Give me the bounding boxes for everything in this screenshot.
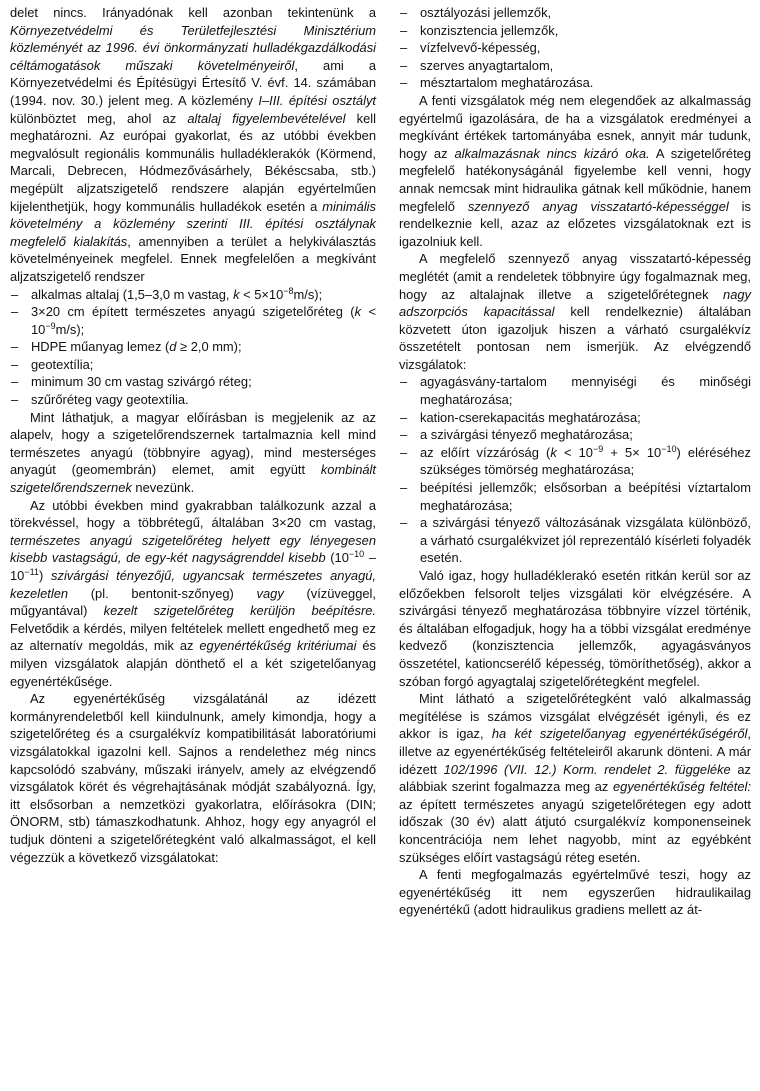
superscript-exponent: −10 xyxy=(348,549,365,560)
italic-text: kezelt szigetelőréteg kerüljön beépítésre. xyxy=(103,603,376,619)
paragraph xyxy=(10,409,376,497)
text-run: (vízüveggel, műgyantával) xyxy=(10,585,376,619)
italic-text: altalaj figyelembevételével xyxy=(187,110,346,126)
text-run: A szigetelőréteg megfelelő hatékonyságánál figyelembe kell venni, hogy annak nemcsak mint hidraulika gátnak kell működnie, hanem megfelelő xyxy=(399,145,751,214)
paragraph xyxy=(399,567,751,690)
italic-text: k xyxy=(550,444,557,460)
list-item xyxy=(399,39,751,57)
list-item xyxy=(399,57,751,75)
text-run: kell rendelkeznie) általában közvetett úton igazoljuk hiszen a várható csurgalékvíz összetételt pontosan nem ismerjük. Az elvégzendő vizsgálatok: xyxy=(399,304,751,372)
list-item xyxy=(399,22,751,40)
text-run: , ami a Környezetvédelmi és Építésügyi Értesítő V. évf. 14. számában (1994. nov. 30.) jelent meg. A közlemény xyxy=(10,57,377,108)
italic-text: kombinált szigetelőrendszernek xyxy=(10,462,376,496)
list-item xyxy=(399,373,751,408)
dash-list xyxy=(10,286,376,409)
list-item xyxy=(399,4,751,22)
list-item xyxy=(399,426,751,444)
text-run: szűrőréteg vagy geotextília. xyxy=(31,392,189,408)
list-item xyxy=(399,409,751,427)
text-run: agyagásvány-tartalom mennyiségi és minőségi meghatározása; xyxy=(420,374,751,408)
list-item xyxy=(10,373,376,391)
text-run: < 5×10 xyxy=(239,286,284,302)
text-run: geotextília; xyxy=(31,356,94,372)
superscript-exponent: −11 xyxy=(24,567,39,577)
paragraph xyxy=(399,866,751,919)
text-run: (pl. bentonit-szőnyeg) xyxy=(68,585,257,601)
text-run: A fenti megfogalmazás egyértelművé teszi, hogy az egyenértékűség itt nem egyszerűen hidraulikailag egyenértékű (adott hidraulikus gradiens mellett az át- xyxy=(399,867,751,918)
text-run: vízfelvevő-képesség, xyxy=(420,40,541,56)
paragraph xyxy=(399,92,751,250)
text-run: az alábbiak szerint fogalmazza meg az xyxy=(399,761,751,795)
text-run: szerves anyagtartalom, xyxy=(420,57,554,73)
text-run: kation-cserekapacitás meghatározása; xyxy=(420,409,641,425)
paragraph xyxy=(399,690,751,866)
text-run: m/s); xyxy=(55,321,85,337)
text-run: delet nincs. Irányadónak kell azonban tekintenünk a xyxy=(10,5,376,20)
text-run: alkalmas altalaj (1,5–3,0 m vastag, xyxy=(31,286,234,302)
italic-text: Környezetvédelmi és Területfejlesztési Minisztérium közleményét az 1996. évi önkormányzati hulladékgazdálkodási céltámogatások műszaki követelményeiről xyxy=(10,22,376,73)
italic-text: alkalmazásnak nincs kizáró oka. xyxy=(454,145,650,161)
text-run: az előírt vízzáróság ( xyxy=(420,444,551,460)
italic-text: nagy adszorpciós kapacitással xyxy=(399,286,751,320)
italic-text: szivárgási tényezőjű, ugyancsak természetes anyagú, kezeletlen xyxy=(10,568,377,601)
text-run: az épített természetes anyagú szigetelőrétegen egy adott időszak (30 év) alatt átjutó csurgalékvíz komponenseinek koncentrációja nem lehet nagyobb, mint az egyébként szükséges előírt vastagságú réteg esetén. xyxy=(399,796,751,865)
superscript-exponent: −10 xyxy=(661,443,677,454)
text-run: Való igaz, hogy hulladéklerakó esetén ritkán kerül sor az előzőekben felsorolt teljes vizsgálati kör elvégzésére. A szivárgási tényező meghatározása többnyire vízzel történik, és általában elfogadjuk, hogy ha a többi vizsgálat eredménye kedvező (konzisztencia jellemzők, agyagásványos összetétel, kationcserélő képesség, tömöríthetőség), akkor a szóban forgó agyagtalaj szigetelőrétegként megfelel. xyxy=(399,568,751,689)
paragraph xyxy=(10,690,376,866)
list-item xyxy=(10,356,376,374)
text-run: Az egyenértékűség vizsgálatánál az idézett kormányrendeletből kell kiindulnunk, amely kimondja, hogy a szigetelőréteg és a csurgalékvíz kompatibilitását laboratóriumi vizsgálatokkal igazolni kell. Sajnos a rendelethez még nincs kapcsolódó szabvány, műszaki irányelv, amely az elvégzendő vizsgálatok körét és végrehajtásának módját szabályozná. Így, itt elsősorban a nemzetközi gyakorlatra, előírásokra (DIN; ÖNORM, stb) támaszkodhatunk. Ahhoz, hogy egy anyagról el tudjuk dönteni a szigetelőrétegként való alkalmasságot, el kell végezzük a következő vizsgálatokat: xyxy=(10,691,376,865)
text-run: , illetve az egyenértékűség feltételeiről akarunk dönteni. A már idézett xyxy=(399,726,751,777)
text-run: A fenti vizsgálatok még nem elegendőek az alkalmasság egyértelmű igazolására, de ha a vizsgálatok eredményei a megkívánt értékek tartományába esnek, annyit már tudunk, hogy az xyxy=(399,92,751,161)
text-run: < 10 xyxy=(31,304,377,337)
italic-text: vagy xyxy=(256,585,284,601)
text-run: < 10 xyxy=(556,444,593,460)
list-item xyxy=(399,74,751,92)
left-text-column xyxy=(10,4,376,866)
italic-text: I–III. építési osztályt xyxy=(258,92,376,108)
dash-list xyxy=(399,373,751,567)
text-run: és milyen vizsgálatok alapján dönthető el a két szigetelőanyag egyenértékűsége. xyxy=(10,638,376,689)
italic-text: egyenértékűség feltétel: xyxy=(613,779,751,795)
text-run: , amennyiben a terület a helykiválasztás követelményeinek megfelel. Ennek megfelelően a megkívánt aljzatszigetelő rendszer xyxy=(10,233,376,284)
text-run: konzisztencia jellemzők, xyxy=(420,22,559,38)
italic-text: természetes anyagú szigetelőréteg helyett egy lényegesen kisebb vastagságú, de egy-két nagyságrenddel kisebb xyxy=(10,532,376,566)
paragraph xyxy=(10,4,376,286)
list-item xyxy=(10,303,376,338)
italic-text: minimális követelmény a közlemény szerinti III. építési osztálynak megfelelő kialakítás xyxy=(10,198,376,249)
text-run: Mint láthatjuk, a magyar előírásban is megjelenik az az alapelv, hogy a szigetelőrendszernek tartalmaznia kell mind természetes anyagú (többnyire agyag), mind mesterséges anyagút (geomembrán) elemet, amit együtt xyxy=(10,409,376,478)
superscript-exponent: −8 xyxy=(283,285,294,296)
text-run: beépítési jellemzők; elsősorban a beépítési víztartalom meghatározása; xyxy=(420,480,751,513)
list-item xyxy=(10,338,376,356)
text-run: Felvetődik a kérdés, milyen feltételek mellett engedhető meg ez az alternatív megoldás, mik az xyxy=(10,620,376,654)
italic-text: k xyxy=(354,304,362,320)
text-run: a szivárgási tényező meghatározása; xyxy=(420,427,633,443)
dash-list xyxy=(399,4,751,92)
text-run: m/s); xyxy=(293,286,323,302)
list-item xyxy=(10,286,376,304)
italic-text: d xyxy=(169,339,177,355)
text-run: minimum 30 cm vastag szivárgó réteg; xyxy=(31,374,252,390)
paragraph xyxy=(10,497,376,691)
text-run: 3×20 cm épített természetes anyagú szigetelőréteg ( xyxy=(31,304,355,320)
text-run: osztályozási jellemzők, xyxy=(420,5,552,20)
text-run: különböztet meg, ahol az xyxy=(10,110,188,126)
superscript-exponent: −9 xyxy=(592,443,604,454)
text-run: HDPE műanyag lemez ( xyxy=(31,339,170,355)
list-item xyxy=(10,391,376,409)
text-run: is rendelkeznie kell, azaz az előzetes vizsgálatoknak ezt is igazolniuk kell. xyxy=(399,198,751,249)
list-item xyxy=(399,479,751,514)
list-item xyxy=(399,514,751,567)
text-run: ) xyxy=(38,568,52,583)
text-run: ≥ 2,0 mm); xyxy=(176,339,242,355)
text-run: + 5× 10 xyxy=(603,444,662,460)
text-run: A megfelelő szennyező anyag visszatartó-képesség meglétét (amit a rendeletek többnyire úgy fogalmaznak meg, hogy az altalajnak illetve a szigetelőrétegnek xyxy=(399,251,751,302)
italic-text: szennyező anyag visszatartó-képességgel xyxy=(467,198,729,214)
text-run: mésztartalom meghatározása. xyxy=(420,75,594,91)
right-text-column xyxy=(399,4,751,919)
text-run: nevezünk. xyxy=(131,480,195,496)
text-run: (10 xyxy=(325,550,349,566)
italic-text: k xyxy=(233,286,240,302)
text-run: kell meghatározni. Az európai gyakorlat, és az utóbbi években megvalósult regionális kommunális hulladéklerakók (Körmend, Marcali, Debrecen, Hódmezővásárhely, Békéscsaba, stb.) megépült aljzatszigetelő rendszere alapján egyértelműen kijelenthetjük, hogy kommunális hulladékok esetén a xyxy=(10,110,376,214)
italic-text: ha két szigetelőanyag egyenértékűségéről xyxy=(491,726,748,742)
italic-text: egyenértékűség kritériumai xyxy=(199,638,357,654)
text-run: Mint látható a szigetelőrétegként való alkalmasság megítélése is számos vizsgálat elvégzését igényli, és ez akkor is igaz, xyxy=(399,691,751,742)
italic-text: 102/1996 (VII. 12.) Korm. rendelet 2. függeléke xyxy=(443,761,731,777)
text-run: Az utóbbi években mind gyakrabban találkozunk azzal a törekvéssel, hogy a többrétegű, általában 3×20 cm vastag, xyxy=(10,497,376,531)
paragraph xyxy=(399,250,751,373)
text-run: ) eléréséhez szükséges tömörség meghatározása; xyxy=(420,444,751,478)
list-item xyxy=(399,444,751,479)
superscript-exponent: −9 xyxy=(45,320,56,331)
text-run: a szivárgási tényező változásának vizsgálata különböző, a várható csurgalékvizet jól reprezentáló kísérleti folyadék esetén. xyxy=(420,515,751,566)
text-run: – 10 xyxy=(10,550,376,583)
